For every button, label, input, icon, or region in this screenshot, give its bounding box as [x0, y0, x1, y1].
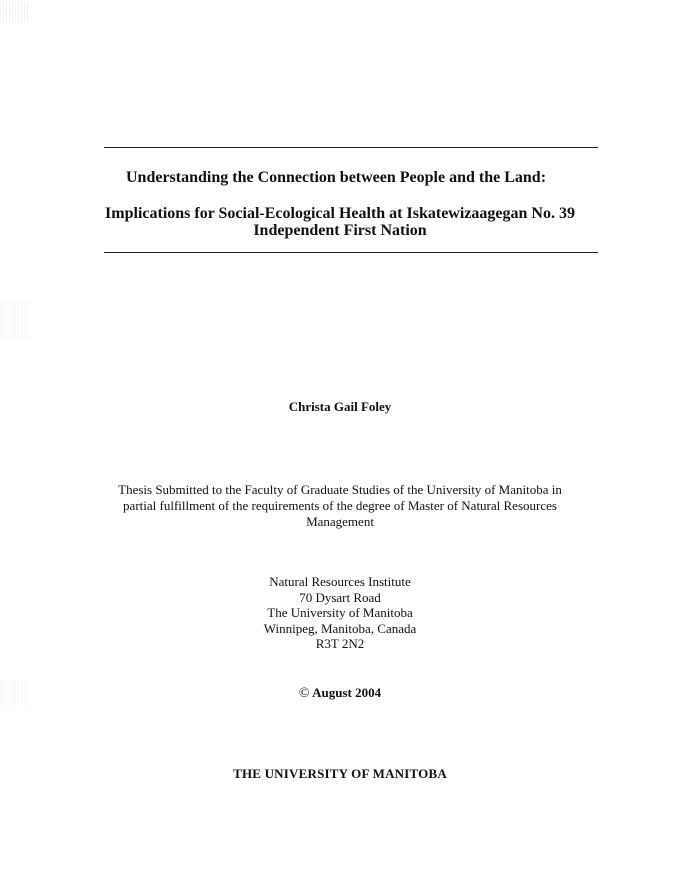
title-top-rule	[104, 147, 598, 148]
scan-artifact	[0, 300, 30, 340]
address-line-city: Winnipeg, Manitoba, Canada	[263, 621, 417, 636]
address-line-university: The University of Manitoba	[267, 605, 413, 620]
thesis-title-line-2: Implications for Social-Ecological Health at Iskatewizaagegan No. 39	[105, 205, 575, 222]
copyright-notice	[0, 685, 680, 702]
submission-statement-line-2: partial fulfillment of the requirements of the degree of Master of Natural Resources	[123, 498, 557, 513]
submission-statement-line-1: Thesis Submitted to the Faculty of Graduate Studies of the University of Manitoba in	[118, 482, 562, 497]
submission-statement-line-3: Management	[306, 514, 374, 529]
scan-artifact	[0, 2, 30, 22]
copyright-date: August 2004	[312, 685, 382, 700]
thesis-title-line-1: Understanding the Connection between People and the Land:	[125, 169, 547, 186]
author-name: Christa Gail Foley	[288, 399, 392, 414]
title-bottom-rule	[104, 252, 598, 253]
address-line-street: 70 Dysart Road	[299, 590, 381, 605]
address-line-postal-code: R3T 2N2	[315, 636, 365, 651]
institution-name: THE UNIVERSITY OF MANITOBA	[233, 766, 447, 781]
address-line-institute: Natural Resources Institute	[269, 574, 411, 589]
copyright-icon: ©	[298, 686, 310, 701]
thesis-title-line-3: Independent First Nation	[253, 222, 427, 239]
